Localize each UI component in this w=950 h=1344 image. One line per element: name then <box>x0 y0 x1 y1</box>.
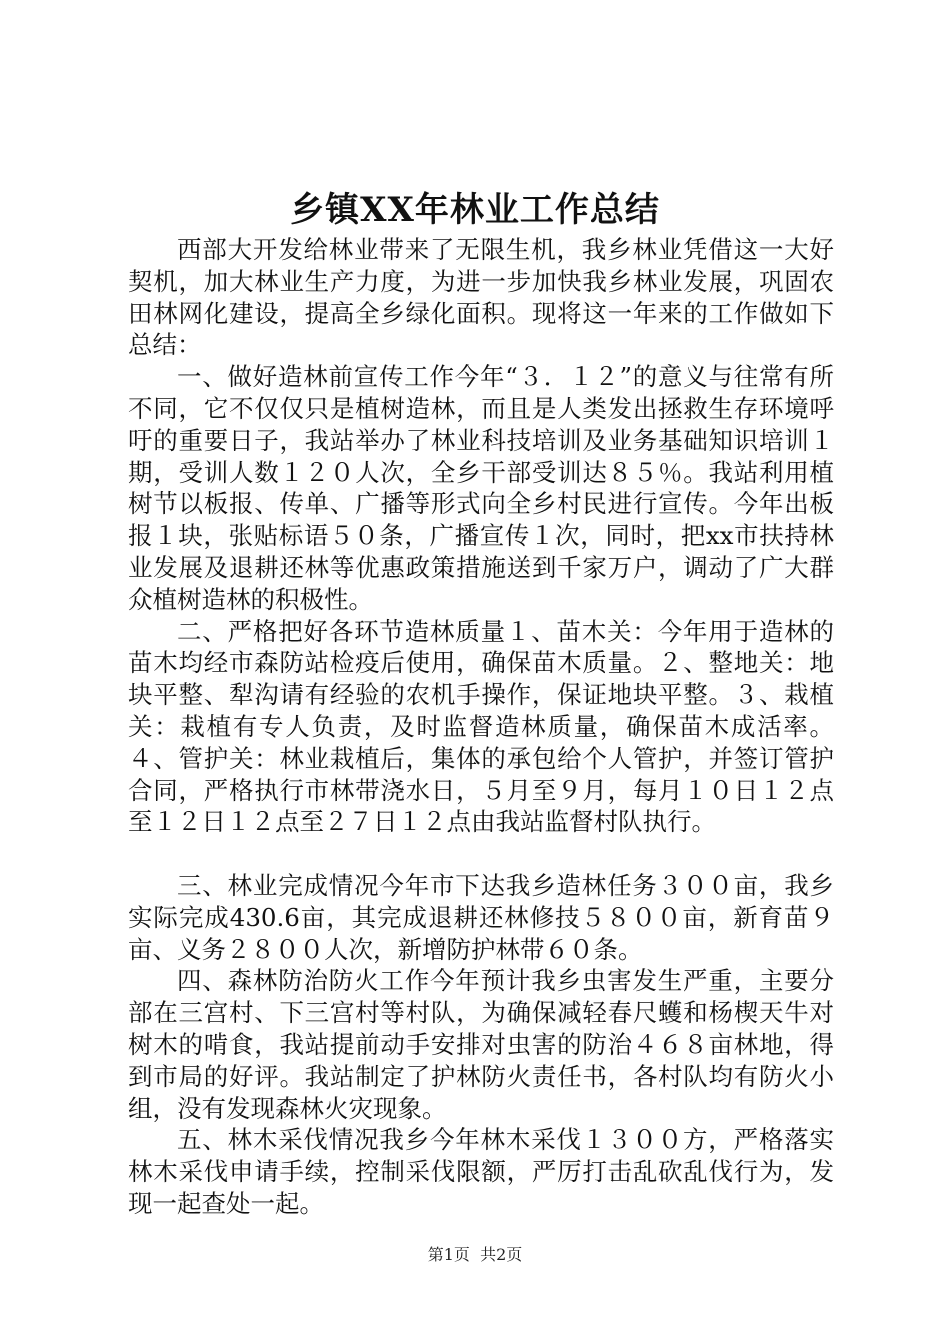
document-body <box>128 234 834 1220</box>
page-footer <box>0 1244 950 1266</box>
paragraph-section-1: 一、做好造林前宣传工作今年“３．１２”的意义与往常有所不同，它不仅仅只是植树造林，而且是人类发出拯救生存环境呼吁的重要日子，我站举办了林业科技培训及业务基础知识培训１期，受训人数１２０人次，全乡干部受训达８５％。我站利用植树节以板报、传单、广播等形式向全乡村民进行宣传。今年出板报１块，张贴标语５０条，广播宣传１次，同时，把xx市扶持林业发展及退耕还林等优惠政策措施送到千家万户，调动了广大群众植树造林的积极性。 <box>128 362 834 614</box>
footer-separator <box>470 1245 480 1264</box>
document-title: 乡镇XX年林业工作总结 <box>290 190 660 230</box>
paragraph-section-2: 二、严格把好各环节造林质量１、苗木关：今年用于造林的苗木均经市森防站检疫后使用，确保苗木质量。２、整地关：地块平整、犁沟请有经验的农机手操作，保证地块平整。３、栽植关：栽植有专人负责，及时监督造林质量，确保苗木成活率。４、管护关：林业栽植后，集体的承包给个人管护，并签订管护合同，严格执行市林带浇水日，５月至９月，每月１０日１２点至１２日１２点至２７日１２点由我站监督村队执行。 <box>128 616 834 837</box>
paragraph-spacer <box>128 838 834 870</box>
paragraph-section-3: 三、林业完成情况今年市下达我乡造林任务３００亩，我乡实际完成430.6亩，其完成退耕还林修技５８００亩，新育苗９亩、义务２８００人次，新增防护林带６０条。 <box>128 870 834 964</box>
paragraph-intro: 西部大开发给林业带来了无限生机，我乡林业凭借这一大好契机，加大林业生产力度，为进一步加快我乡林业发展，巩固农田林网化建设，提高全乡绿化面积。现将这一年来的工作做如下总结： <box>128 235 834 360</box>
paragraph-section-5: 五、林木采伐情况我乡今年林木采伐１３００方，严格落实林木采伐申请手续，控制采伐限额，严厉打击乱砍乱伐行为，发现一起查处一起。 <box>128 1125 834 1218</box>
paragraph-section-4: 四、森林防治防火工作今年预计我乡虫害发生严重，主要分部在三宫村、下三宫村等村队，为确保减轻春尺蠖和杨楔天牛对树木的啃食，我站提前动手安排对虫害的防治４６８亩林地，得到市局的好评。我站制定了护林防火责任书，各村队均有防火小组，没有发现森林火灾现象。 <box>128 966 834 1123</box>
page-number: 第1页 <box>427 1245 470 1264</box>
page-total: 共2页 <box>480 1245 523 1264</box>
